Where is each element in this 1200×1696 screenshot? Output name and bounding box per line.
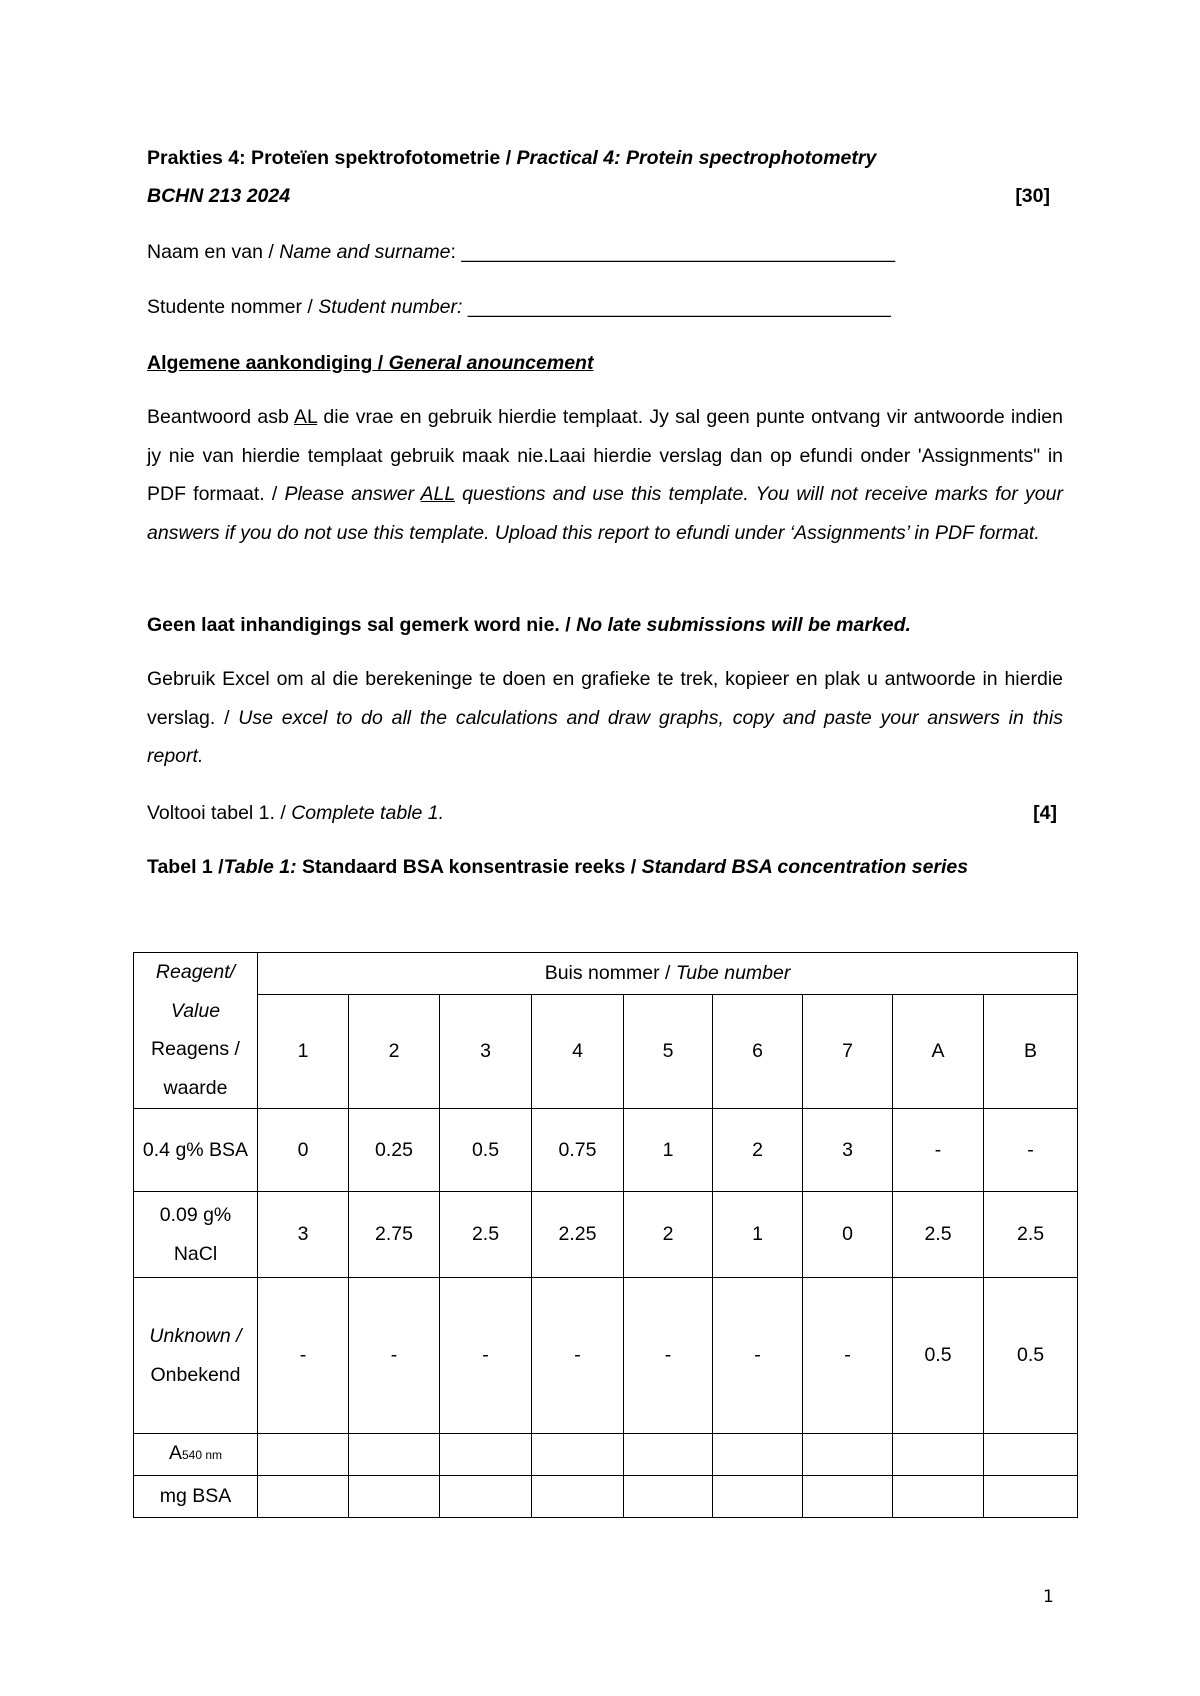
name-field [147,241,895,264]
table-row [134,1278,1078,1434]
name-label-af: Naam en van / [147,241,280,263]
name-colon: : [450,241,462,263]
row-label-unknown-af: Onbekend [150,1363,241,1386]
table-cell: 2 [713,1109,803,1192]
late-submission-notice [147,614,911,637]
table-cell: - [984,1109,1078,1192]
caption-part-c: Standaard BSA konsentrasie reeks / [296,856,642,878]
table-cell: 0 [803,1192,893,1278]
excel-text-af: Gebruik Excel om al die berekeninge te doen en grafieke te trek, kopieer en plak u antwoorde in hierdie verslag. / [147,668,1063,729]
reagent-header-af: Reagens / waarde [151,1038,240,1099]
student-number-field [147,296,891,319]
caption-part-a: Tabel 1 / [147,856,224,878]
table-cell: 3 [803,1109,893,1192]
tube-number-cell: 7 [803,995,893,1109]
excel-text-en: Use excel to do all the calculations and draw graphs, copy and paste your answers in this report. [147,706,1063,767]
row-label-absorbance [134,1434,258,1476]
announcement-heading-af: Algemene aankondiging [147,352,373,374]
task-line [147,802,1057,825]
reagent-header-en: Reagent/ Value [155,961,236,1022]
table-cell: 1 [713,1192,803,1278]
table-cell: - [893,1109,984,1192]
instructions-paragraph [147,398,1063,552]
task-text-en: Complete table 1. [291,802,445,824]
absorbance-subscript: 540 nm [181,1448,223,1463]
table-cell: 2.75 [349,1192,440,1278]
table-cell: 2 [624,1192,713,1278]
answer-cell[interactable] [713,1434,803,1476]
tube-header-en: Tube number [675,962,791,985]
name-blank-line[interactable]: ________________________________________ [461,241,896,263]
table-cell: 2.5 [440,1192,532,1278]
table-cell: 2.25 [532,1192,624,1278]
excel-paragraph [147,660,1063,776]
mg-bsa-row [134,1476,1078,1518]
table-cell: - [258,1278,349,1434]
tube-number-cell: 6 [713,995,803,1109]
answer-cell[interactable] [258,1476,349,1518]
table-cell: 1 [624,1109,713,1192]
table-cell: 0.5 [984,1278,1078,1434]
tube-header-af: Buis nommer / [544,962,676,985]
title-separator: / [500,147,517,169]
row-label-unknown-en: Unknown / [149,1325,242,1347]
tube-number-cell: 4 [532,995,624,1109]
task-marks: [4] [1033,802,1057,824]
instructions-text-b: die vrae en gebruik hierdie templaat. Jy sal geen punte ontvang vir antwoorde indien jy nie van hierdie templaat gebruik maak nie.Laai hierdie verslag dan op efundi onder 'Assignments" in PDF formaat. / [147,406,1063,505]
student-label-af: Studente nommer / [147,296,319,318]
instructions-all-emphasis: ALL [420,483,455,505]
answer-cell[interactable] [893,1476,984,1518]
answer-cell[interactable] [713,1476,803,1518]
reagent-header-cell [134,953,258,1109]
student-label-en: Student number: [318,296,463,318]
student-blank-line[interactable]: _______________________________________ [462,296,891,318]
table-row [134,1192,1078,1278]
answer-cell[interactable] [624,1476,713,1518]
table-cell: 0.5 [893,1278,984,1434]
course-code: BCHN 213 2024 [147,185,291,207]
table-cell: 2.5 [984,1192,1078,1278]
answer-cell[interactable] [893,1434,984,1476]
tube-number-cell: 2 [349,995,440,1109]
table-cell: 0 [258,1109,349,1192]
name-label-en: Name and surname [279,241,451,263]
table-header-row [134,953,1078,995]
late-notice-en: No late submissions will be marked. [576,614,911,636]
row-label-bsa: 0.4 g% BSA [134,1109,258,1192]
task-text-af: Voltooi tabel 1. / [147,802,292,824]
table-cell: - [624,1278,713,1434]
table-cell: - [532,1278,624,1434]
caption-part-b: Table 1: [223,856,297,878]
answer-cell[interactable] [532,1434,624,1476]
answer-cell[interactable] [803,1434,893,1476]
table-cell: 2.5 [893,1192,984,1278]
page-title [147,147,876,170]
table-row [134,1109,1078,1192]
caption-part-d: Standard BSA concentration series [641,856,969,878]
answer-cell[interactable] [349,1476,440,1518]
answer-cell[interactable] [803,1476,893,1518]
answer-cell[interactable] [532,1476,624,1518]
answer-cell[interactable] [349,1434,440,1476]
answer-cell[interactable] [984,1434,1078,1476]
late-notice-af: Geen laat inhandigings sal gemerk word nie. / [147,614,577,636]
answer-cell[interactable] [440,1434,532,1476]
course-line [147,185,1050,208]
instructions-en-a: Please answer [284,483,421,505]
answer-cell[interactable] [258,1434,349,1476]
table-cell: 0.25 [349,1109,440,1192]
announcement-heading [147,352,593,375]
table-cell: 0.75 [532,1109,624,1192]
answer-cell[interactable] [624,1434,713,1476]
table-cell: 0.5 [440,1109,532,1192]
page-number: 1 [1043,1587,1054,1607]
total-marks: [30] [1015,185,1050,207]
answer-cell[interactable] [440,1476,532,1518]
bsa-concentration-table [133,952,1078,1518]
instructions-al-emphasis: AL [293,406,318,428]
table-caption [147,848,1047,886]
announcement-heading-en: General anouncement [388,352,594,374]
table-cell: - [349,1278,440,1434]
tube-number-row [134,995,1078,1109]
tube-number-header [258,953,1078,995]
table-cell: - [803,1278,893,1434]
tube-number-cell: 5 [624,995,713,1109]
table-cell: - [713,1278,803,1434]
answer-cell[interactable] [984,1476,1078,1518]
table-cell: - [440,1278,532,1434]
tube-number-cell: B [984,995,1078,1109]
absorbance-row [134,1434,1078,1476]
tube-number-cell: 1 [258,995,349,1109]
row-label-mg-bsa: mg BSA [134,1476,258,1518]
table-cell: 3 [258,1192,349,1278]
instructions-text-a: Beantwoord asb [147,406,294,428]
row-label-unknown [134,1278,258,1434]
instructions-en-b: questions and use this template. You will not receive marks for your answers if you do not use this template. Upload this report to efundi under ‘Assignments’ in PDF format. [147,483,1063,544]
row-label-nacl: 0.09 g% NaCl [134,1192,258,1278]
tube-number-cell: A [893,995,984,1109]
announcement-heading-sep: / [372,352,389,374]
title-afrikaans: Prakties 4: Proteïen spektrofotometrie [147,147,501,169]
absorbance-symbol: A [168,1442,182,1465]
title-english: Practical 4: Protein spectrophotometry [516,147,877,169]
tube-number-cell: 3 [440,995,532,1109]
